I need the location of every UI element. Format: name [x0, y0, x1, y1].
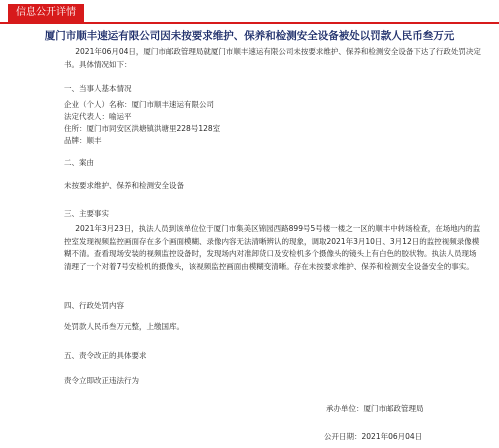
handling-unit-label: 承办单位：	[326, 404, 364, 413]
header-bar	[0, 0, 499, 24]
section-heading-penalty: 四、行政处罚内容	[64, 301, 124, 310]
party-address: 住所：厦门市同安区洪塘镇洪塘里228号128室	[64, 124, 221, 133]
party-brand: 品牌：顺丰	[64, 136, 102, 145]
facts-paragraph: 2021年3月23日，执法人员到该单位位于厦门市集美区锦园西路899号5号楼一楼之一区的顺丰中转场检查，在场地内的监控室发现视频监控画面存在多个画面模糊、录像内容无法清晰辨认的现象，调取2021年3月10日、3月12日的监控视频录像模糊不清。查看现场安装的视频监控设备时，发现场内对准卸货口及安检机多个摄像头的镜头上有白色的胶状物。执法人员现场清理了一个对着7号安检机的摄像头，该视频监控画面由模糊变清晰。存在未按要求维护、保养和检测安全设备安全的事实。	[64, 224, 481, 271]
publish-date-label: 公开日期：	[324, 432, 362, 441]
publish-date	[324, 431, 422, 442]
section-heading-party: 一、当事人基本情况	[64, 84, 132, 93]
correction-text: 责令立即改正违法行为	[64, 376, 139, 385]
handling-unit	[326, 403, 424, 414]
penalty-text: 处罚款人民币叁万元整，上缴国库。	[64, 322, 184, 331]
party-legal-rep: 法定代表人：喻运平	[64, 112, 132, 121]
section-heading-facts: 三、主要事实	[64, 209, 109, 218]
section-heading-cause: 二、案由	[64, 158, 94, 167]
section-heading-correction: 五、责令改正的具体要求	[64, 351, 147, 360]
publish-date-value: 2021年06月04日	[361, 432, 423, 441]
handling-unit-value: 厦门市邮政管理局	[363, 404, 424, 413]
intro-paragraph: 2021年06月04日，厦门市邮政管理局就厦门市顺丰速运有限公司未按要求维护、保养和检测安全设备下达了行政处罚决定书。具体情况如下：	[64, 47, 481, 69]
party-company: 企业（个人）名称：厦门市顺丰速运有限公司	[64, 100, 214, 109]
cause-text: 未按要求维护、保养和检测安全设备	[64, 181, 184, 190]
tab-info-disclosure[interactable]: 信息公开详情	[8, 4, 84, 22]
document-title: 厦门市顺丰速运有限公司因未按要求维护、保养和检测安全设备被处以罚款人民币叁万元	[44, 30, 455, 42]
